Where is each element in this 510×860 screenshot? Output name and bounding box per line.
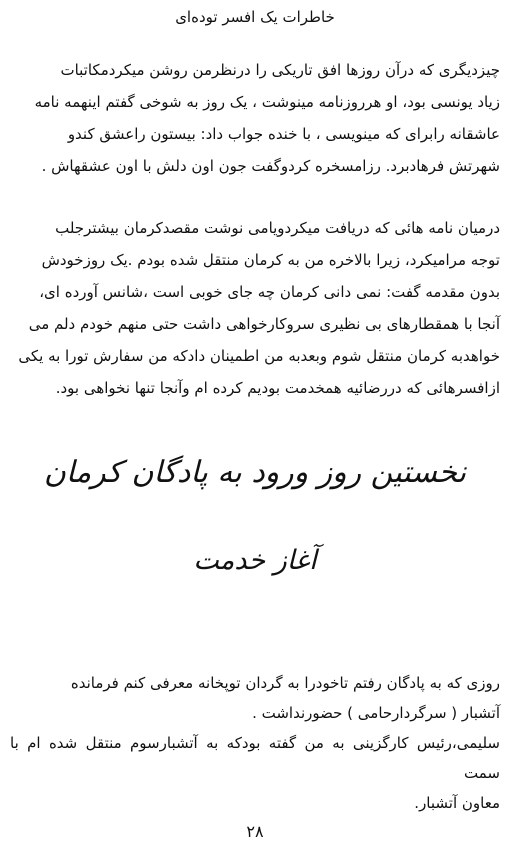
text-line: شهرتش فرهادبرد. رزامسخره کردوگفت جون اون دلش با اون عشقهاش . (41, 157, 500, 175)
text-line: عاشقانه رابرای که مینویسی ، با خنده جواب داد: بیستون راعشق کندو (67, 125, 500, 143)
text-line: درمیان نامه هائی که دریافت میکردویامی نوشت مقصدکرمان بیشترجلب (55, 219, 500, 237)
text-line: معاون آتشبار. (414, 794, 500, 812)
text-line: بدون مقدمه گفت: نمی دانی کرمان چه جای خوبی است ،شانس آورده ای، (39, 283, 500, 301)
text-line: خواهدبه کرمان منتقل شوم وبعدبه من اطمینان دادکه من سفارش تورا به یکی (18, 347, 500, 365)
text-line: زیاد یونسی بود، او هرروزنامه مینوشت ، یک روز به شوخی گفتم اینهمه نامه (34, 93, 500, 111)
text-line: آتشبار ( سرگردارحامی ) حضورنداشت . (252, 704, 500, 722)
text-line: سلیمی،رئیس کارگزینی به من گفته بودکه به آتشبارسوم منتقل شده ام با سمت (10, 734, 500, 782)
text-line: روزی که به پادگان رفتم تاخودرا به گردان توپخانه معرفی کنم فرمانده (70, 674, 500, 692)
chapter-title: نخستین روز ورود به پادگان کرمان (43, 455, 467, 490)
paragraph-3 (10, 668, 500, 818)
paragraph-1 (10, 54, 500, 182)
paragraph-2 (10, 212, 500, 404)
page-number: ۲۸ (246, 822, 264, 841)
text-line: چیزدیگری که درآن روزها افق تاریکی را درنظرمن روشن میکردمکاتبات (60, 61, 500, 79)
running-header: خاطرات یک افسر توده‌ای (175, 8, 335, 26)
text-line: توجه مرامیکرد، زیرا بالاخره من به کرمان منتقل شده بودم .یک روزخودش (41, 251, 500, 269)
text-line: ازافسرهائی که دررضائیه همخدمت بودیم کرده ام وآنجا تنها نخواهی بود. (55, 379, 500, 397)
chapter-subtitle: آغاز خدمت (193, 545, 317, 576)
text-line: آنجا با همقطارهای بی نظیری سروکارخواهی داشت حتی منهم خودم دلم می (28, 315, 500, 333)
